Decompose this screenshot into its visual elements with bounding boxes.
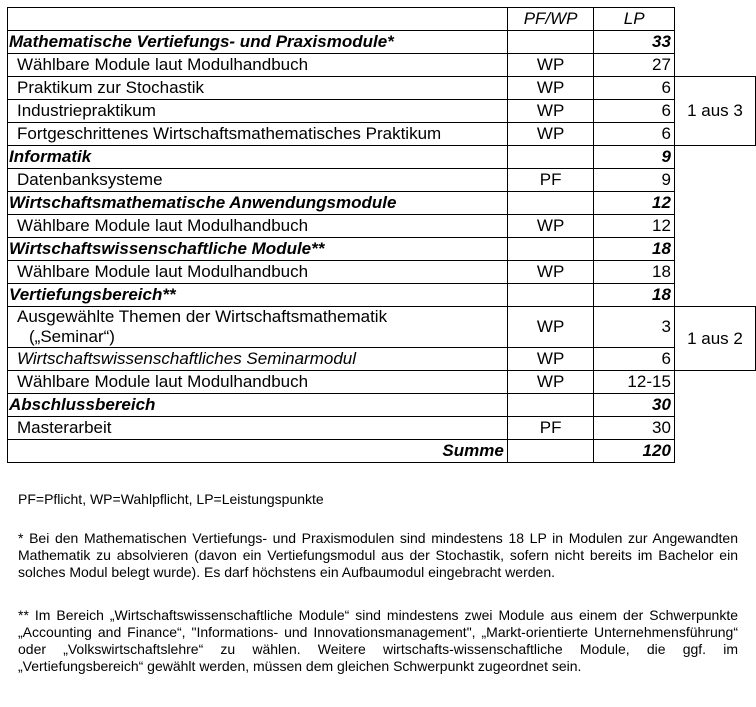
module-table [7, 7, 756, 463]
module-name: Wählbare Module laut Modulhandbuch [8, 261, 508, 284]
group-name: Wirtschaftswissenschaftliche Module** [8, 238, 508, 261]
module-type: WP [507, 54, 594, 77]
group-name: Mathematische Vertiefungs- und Praxismodule* [8, 31, 508, 54]
table-row [8, 348, 756, 371]
module-type: WP [507, 371, 594, 394]
module-lp: 18 [594, 261, 674, 284]
group-lp: 9 [594, 146, 674, 169]
group-name: Abschlussbereich [8, 394, 508, 417]
module-type: WP [507, 307, 594, 348]
module-name: Industriepraktikum [8, 100, 508, 123]
table-row [8, 261, 756, 284]
group-name: Informatik [8, 146, 508, 169]
module-lp: 6 [594, 77, 674, 100]
footnote-1: * Bei den Mathematischen Vertiefungs- und Praxismodulen sind mindestens 18 LP in Modulen zur Angewandten Mathematik zu absolvieren (davon ein Vertiefungsmodul aus der Stochastik, sofern nicht bereits im Bachelor ein solches Modul belegt wurde). Es darf höchstens ein Aufbaumodul eingebracht werden. [18, 530, 738, 580]
group-name: Wirtschaftsmathematische Anwendungsmodule [8, 192, 508, 215]
table-row [8, 284, 756, 307]
header-pfwp: PF/WP [507, 8, 594, 31]
module-lp: 3 [594, 307, 674, 348]
module-name-line1: Ausgewählte Themen der Wirtschaftsmathematik [17, 307, 388, 326]
choice-1-aus-3: 1 aus 3 [674, 77, 755, 146]
table-row [8, 417, 756, 440]
module-type: PF [507, 417, 594, 440]
table-row [8, 394, 756, 417]
module-type: WP [507, 215, 594, 238]
module-lp: 30 [594, 417, 674, 440]
module-name: Fortgeschrittenes Wirtschaftsmathematisches Praktikum [8, 123, 508, 146]
module-type: WP [507, 77, 594, 100]
module-name-line2: („Seminar“) [29, 327, 115, 346]
sum-row [8, 440, 756, 463]
table-row [8, 238, 756, 261]
header-lp: LP [594, 8, 674, 31]
footnote-2: ** Im Bereich „Wirtschaftswissenschaftliche Module“ sind mindestens zwei Module aus einem der Schwerpunkte „Accounting and Finance“, "Informations- und Innovationsmanagement", „Markt-orientierte Unternehmensführung“ oder „Volkswirtschaftslehre“ zu wählen. Weitere wirtschafts-wissenschaftliche Module, die ggf. im „Vertiefungsbereich“ gewählt werden, müssen dem gleichen Schwerpunkt zugeordnet sein. [18, 607, 738, 674]
module-lp: 12-15 [594, 371, 674, 394]
module-lp: 27 [594, 54, 674, 77]
module-name: Wählbare Module laut Modulhandbuch [8, 215, 508, 238]
header-empty-cell [8, 8, 508, 31]
module-name: Wählbare Module laut Modulhandbuch [8, 54, 508, 77]
module-type: WP [507, 100, 594, 123]
module-lp: 6 [594, 123, 674, 146]
group-lp: 12 [594, 192, 674, 215]
table-row [8, 146, 756, 169]
module-lp: 9 [594, 169, 674, 192]
module-name [8, 307, 508, 348]
module-type: PF [507, 169, 594, 192]
table-row [8, 192, 756, 215]
module-name: Praktikum zur Stochastik [8, 77, 508, 100]
table-row [8, 123, 756, 146]
table-row [8, 215, 756, 238]
group-lp: 30 [594, 394, 674, 417]
module-lp: 6 [594, 100, 674, 123]
module-lp: 12 [594, 215, 674, 238]
table-row [8, 31, 756, 54]
module-name: Masterarbeit [8, 417, 508, 440]
module-name: Datenbanksysteme [8, 169, 508, 192]
group-lp: 18 [594, 238, 674, 261]
module-name: Wählbare Module laut Modulhandbuch [8, 371, 508, 394]
table-row [8, 77, 756, 100]
module-type: WP [507, 123, 594, 146]
module-type: WP [507, 261, 594, 284]
table-row [8, 169, 756, 192]
group-lp: 18 [594, 284, 674, 307]
abbreviation-legend: PF=Pflicht, WP=Wahlpflicht, LP=Leistungspunkte [18, 491, 324, 507]
sum-lp: 120 [594, 440, 674, 463]
table-row [8, 371, 756, 394]
table-row [8, 100, 756, 123]
module-lp: 6 [594, 348, 674, 371]
group-name: Vertiefungsbereich** [8, 284, 508, 307]
module-name: Wirtschaftswissenschaftliches Seminarmodul [8, 348, 508, 371]
module-type: WP [507, 348, 594, 371]
group-lp: 33 [594, 31, 674, 54]
table-header-row [8, 8, 756, 31]
sum-label: Summe [8, 440, 508, 463]
table-row [8, 54, 756, 77]
choice-1-aus-2: 1 aus 2 [674, 307, 755, 371]
table-row [8, 307, 756, 348]
